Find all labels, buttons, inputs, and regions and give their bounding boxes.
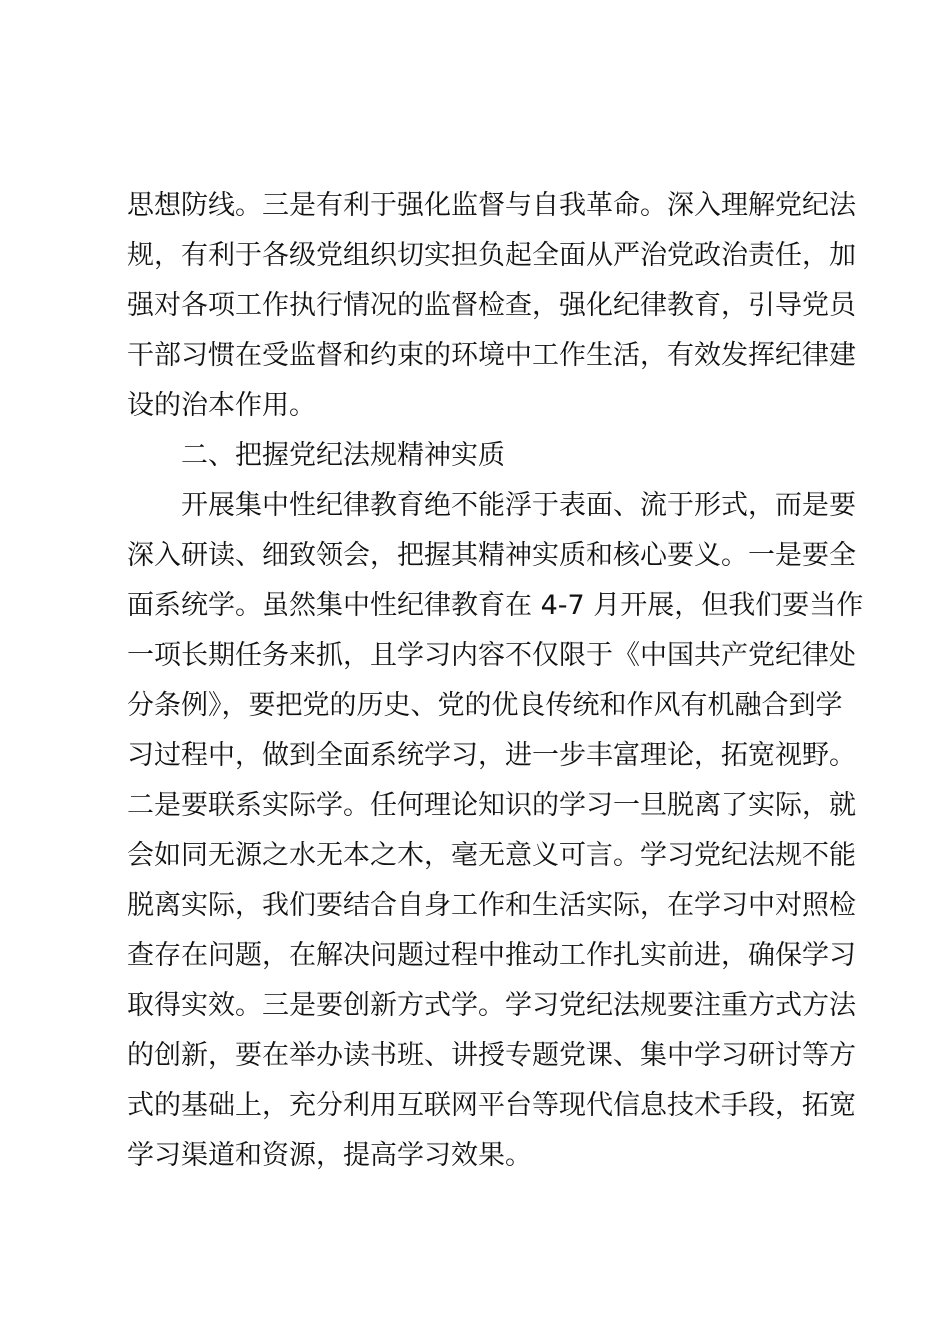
- paragraph-2-line-4: 一项长期任务来抓，且学习内容不仅限于《中国共产党纪律处: [127, 640, 856, 671]
- paragraph-1-line-2: 规，有利于各级党组织切实担负起全面从严治党政治责任，加: [127, 240, 856, 271]
- paragraph-2-line-7: 二是要联系实际学。任何理论知识的学习一旦脱离了实际，就: [127, 790, 856, 821]
- paragraph-2-line-11: 取得实效。三是要创新方式学。学习党纪法规要注重方式方法: [127, 990, 856, 1021]
- paragraph-2-line-12: 的创新，要在举办读书班、讲授专题党课、集中学习研讨等方: [127, 1040, 856, 1071]
- paragraph-1-line-3: 强对各项工作执行情况的监督检查，强化纪律教育，引导党员: [127, 290, 856, 321]
- paragraph-2-line-2: 深入研读、细致领会，把握其精神实质和核心要义。一是要全: [127, 540, 856, 571]
- paragraph-2-line-9: 脱离实际，我们要结合自身工作和生活实际，在学习中对照检: [127, 890, 856, 921]
- paragraph-2-line-3: 面系统学。虽然集中性纪律教育在 4-7 月开展，但我们要当作: [127, 590, 864, 621]
- paragraph-2-line-14: 学习渠道和资源，提高学习效果。: [127, 1140, 532, 1171]
- paragraph-2-line-1: 开展集中性纪律教育绝不能浮于表面、流于形式，而是要: [181, 490, 856, 521]
- paragraph-2-line-6: 习过程中，做到全面系统学习，进一步丰富理论，拓宽视野。: [127, 740, 856, 771]
- paragraph-1-line-4: 干部习惯在受监督和约束的环境中工作生活，有效发挥纪律建: [127, 340, 856, 371]
- paragraph-1-line-5: 设的治本作用。: [127, 390, 316, 421]
- paragraph-2-line-5: 分条例》，要把党的历史、党的优良传统和作风有机融合到学: [127, 690, 843, 721]
- paragraph-1-line-1: 思想防线。三是有利于强化监督与自我革命。深入理解党纪法: [127, 190, 856, 221]
- paragraph-2-line-10: 查存在问题，在解决问题过程中推动工作扎实前进，确保学习: [127, 940, 856, 971]
- paragraph-2-line-13: 式的基础上，充分利用互联网平台等现代信息技术手段，拓宽: [127, 1090, 856, 1121]
- section-heading: 二、把握党纪法规精神实质: [181, 440, 505, 471]
- paragraph-2-line-8: 会如同无源之水无本之木，毫无意义可言。学习党纪法规不能: [127, 840, 856, 871]
